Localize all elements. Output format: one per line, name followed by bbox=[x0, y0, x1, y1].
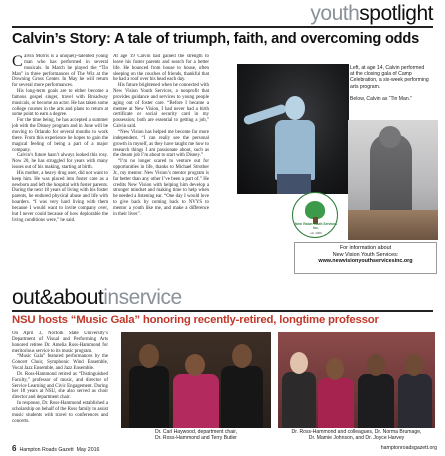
section-divider-rule bbox=[12, 310, 433, 312]
info-website[interactable]: www.newvisionyouthservicesinc.org bbox=[318, 258, 413, 265]
paragraph: Calvin’s future hasn’t always looked this rosy. Now 20, he has struggled for years with many issues out of his making, starting at birth. bbox=[12, 153, 108, 171]
new-vision-logo: New Vision Youth Services Inc. est. 2009 bbox=[292, 192, 338, 238]
issue-date: May 2016 bbox=[76, 447, 100, 453]
section-banner-youth-spotlight bbox=[310, 2, 433, 26]
article-headline: Calvin’s Story: A tale of triumph, faith, and overcoming odds bbox=[12, 31, 420, 47]
section-banner-out-about bbox=[12, 286, 182, 310]
paragraph: In response, Dr. Ross-Hammond established a scholarship on behalf of the Ross family to assist music students with travel to conferences and concerts. bbox=[12, 401, 108, 424]
article-column-2 bbox=[113, 54, 209, 280]
publication-site[interactable]: hamptonroadsgazett.org bbox=[380, 445, 437, 451]
paragraph: For the time being, he has accepted a summer job with the Disney program and in June will be moving to Orlando for several months to work there. From this experience he hopes to gain the magical feeling of being a part of a major company. bbox=[12, 118, 108, 153]
paragraph: “New Vision has helped me become far more independent. “I can really see the personal growth in myself, as they have taught me how to research things I am passionate about, such as the dream job I’m about to start with Disney.” bbox=[113, 129, 209, 159]
caption-line: Below, Calvin as “Tin Man.” bbox=[350, 96, 412, 103]
paragraph: At age 19 Calvin had gained the strength to leave his foster parents and search for a better life. He bounced from house to house, often sleeping on the couches of friends, thankful that he had a roof over his head each day. bbox=[113, 54, 209, 83]
paragraph: “I’m no longer scared to venture out for opportunities in life, thanks to Michael Strother Jr., my mentor. New Vision’s mentor program is far better than any other I’ve been a part of.” He credits New Vision with helping him develop a stronger mindset and making time to help when he needed a listening ear. “One day I would love to give back by coming back to NVYS to mentor a youth like me, and make a difference in their lives”. bbox=[113, 159, 209, 217]
photo-caption bbox=[350, 65, 434, 102]
paragraph: Dr. Ross-Hammond retired as “Distinguished Faculty,” professor of music, and director of Service Learning and Civic Engagement. During her 18 years at NSU, she also served as choir director and department chair. bbox=[12, 371, 108, 401]
caption-line: Celebration, a six-week performing bbox=[350, 77, 429, 84]
photo-rosshammond-colleagues bbox=[278, 332, 435, 428]
info-box bbox=[294, 242, 437, 274]
article-column-1 bbox=[12, 54, 108, 280]
photo-haywood-rosshammond-butler bbox=[121, 332, 271, 428]
page-number: 6 bbox=[12, 444, 17, 453]
banner-word-spotlight: spotlight bbox=[359, 2, 433, 25]
paragraph: His long-term goals are to either become a famous gospel singer, travel with Broadway musicals, or become an actor. He has taken some college courses in the arts and plans to return at some point to earn a degree. bbox=[12, 89, 108, 118]
section-divider-rule bbox=[12, 26, 433, 28]
banner-word-outabout: out&about bbox=[12, 286, 104, 309]
photo-calvin-tin-man bbox=[348, 120, 438, 240]
banner-word-inservice: inservice bbox=[103, 286, 182, 309]
page-footer bbox=[12, 444, 437, 454]
article-column-nsu bbox=[12, 331, 108, 439]
photo-caption-a: Dr. Carl Haywood, department chair, Dr. Ross-Hammond and Terry Butler bbox=[154, 429, 238, 442]
article-headline-nsu: NSU hosts “Music Gala” honoring recently-retired, longtime professor bbox=[12, 314, 379, 326]
paragraph: “Music Gala” featured performances by the Concert Choir, Symphonic Wind Ensemble, Vocal Jazz Ensemble, and Jazz Ensemble. bbox=[12, 354, 108, 372]
caption-line: Left, at age 14, Calvin performed bbox=[350, 65, 425, 71]
paragraph: His future brightened when he connected with New Vision Youth Services, a nonprofit that provides guidance and services to young people aging out of foster care. “Before I became a mentee at New Vision, I had never had a birth certificate or social security card in my possession; both are essential to getting a job,” Calvin said. bbox=[113, 83, 209, 130]
caption-line: arts program. bbox=[350, 83, 381, 90]
banner-word-youth: youth bbox=[310, 2, 360, 25]
paragraph: On April 3, Norfolk State University’s Department of Visual and Performing Arts honored retiree Dr. Amelia Ross-Hammond for meritorious service to its music program. bbox=[12, 331, 108, 354]
caption-line: at the closing gala of Camp bbox=[350, 71, 412, 78]
photo-caption-b: Dr. Ross-Hammond and colleagues, Dr. Norma Brumage, Dr. Mamie Johnson, and Dr. Joyce Harvey bbox=[291, 429, 422, 442]
drop-cap: C bbox=[12, 54, 23, 70]
publication-name: Hampton Roads Gazett bbox=[19, 447, 74, 453]
paragraph: Calvin Morris is a uniquely-talented young man who has performed in several musicals. In March he played the “Tin Man” in three performances of The Wiz at the Downing Gross Center. In May he will return for several more performances. bbox=[12, 54, 108, 89]
paragraph: His mother, a heavy drug user, did not want to keep him. He was placed into foster care as a newborn and left the hospital with foster parents. During the next 18 years of living with his foster parents, he endured physical abuse and life with hoarders. “I was very hard living with them because I would want to invite company over, but I never could because of how deplorable the living conditions were,” he said. bbox=[12, 170, 108, 223]
info-line-2: New Vision Youth Services: bbox=[332, 251, 399, 258]
photo-calvin-performing bbox=[237, 64, 349, 194]
info-line-1: For information about bbox=[339, 245, 392, 251]
